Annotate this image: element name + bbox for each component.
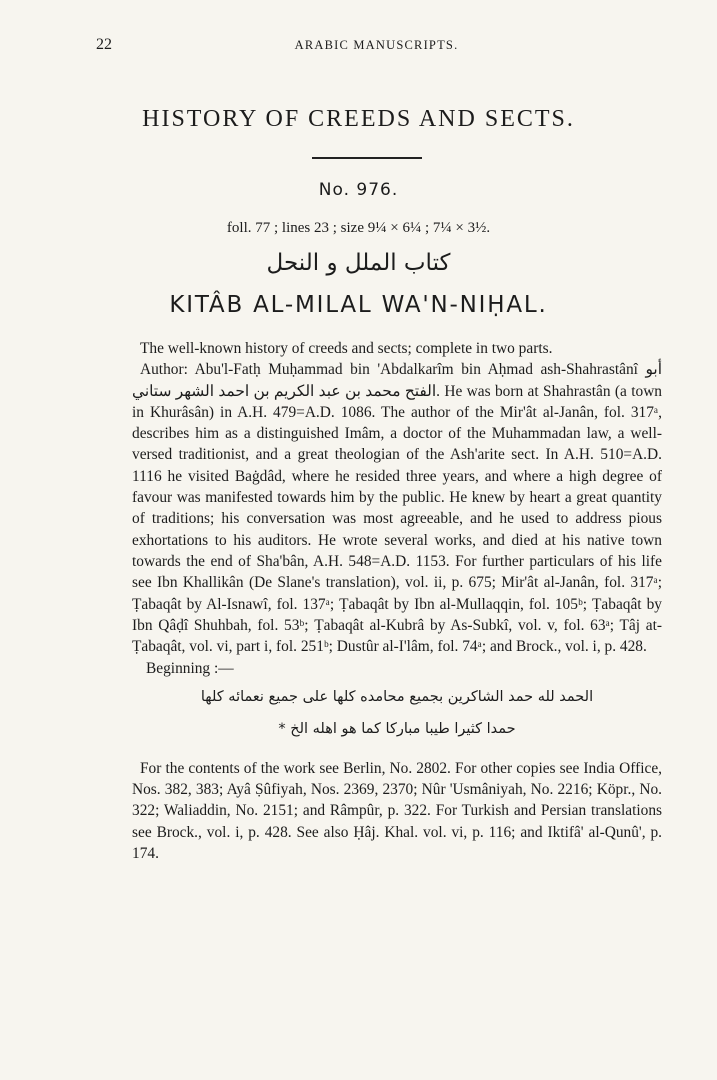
entry-body xyxy=(132,338,662,864)
beginning-arabic-line-1: الحمد لله حمد الشاكرين بجميع محامده كلها على جميع نعمائه كلها xyxy=(200,688,594,705)
copies-paragraph: For the contents of the work see Berlin, No. 2802. For other copies see India Office, Nos. 382, 383; Ayâ Ṣûfiyah, Nos. 2369, 2370; Nûr 'Usmâniyah, No. 2216; Köpr., No. 322; Waliaddin, No. 2151; and Râmpûr, p. 322. For Turkish and Persian translations see Brock., vol. i, p. 428. See also Ḥâj. Khal. vol. vi, p. 116; and Iktifâ' al-Qunû', p. 174. xyxy=(132,759,662,862)
running-title: ARABIC MANUSCRIPTS. xyxy=(294,38,459,52)
collation-line: foll. 77 ; lines 23 ; size 9¼ × 6¼ ; 7¼ × 3½. xyxy=(226,220,491,236)
title-rule xyxy=(312,157,422,159)
beginning-label: Beginning :— xyxy=(146,660,234,678)
description-paragraph: The well-known history of creeds and sects; complete in two parts. xyxy=(140,340,553,357)
arabic-title: كتاب الملل و النحل xyxy=(266,250,451,276)
running-head xyxy=(96,36,657,56)
entry-number: No. 976. xyxy=(318,180,399,200)
latin-title: KITÂB AL-MILAL WA'N-NIḤAL. xyxy=(169,292,548,318)
author-paragraph: Author: Abu'l-Fatḥ Muḥammad bin 'Abdalkarîm bin Aḥmad ash-Shahrastânî أبو الفتح محمد بن عبد الكريم بن احمد الشهر ستاني. He was born at Shahrastân (a town in Khurâsân) in A.H. 479=A.D. 1086. The author of the Mir'ât al-Janân, fol. 317ᵃ, describes him as a distinguished Imâm, a doctor of the Muhammadan law, a well-versed traditionist, and a great theologian of the Ash'arite sect. In A.H. 510=A.D. 1116 he visited Baġdâd, where he resided three years, and where a high degree of favour was manifested towards him by the public. He knew by heart a great quantity of traditions; his conversation was most agreeable, and he used to address pious exhortations to his auditors. He wrote several works, and died at his native town towards the end of Sha'bân, A.H. 548=A.D. 1153. For further particulars of his life see Ibn Khallikân (De Slane's translation), vol. ii, p. 675; Mir'ât al-Janân, fol. 317ᵃ; Ṭabaqât by Al-Isnawî, fol. 137ᵃ; Ṭabaqât by Ibn al-Mullaqqin, fol. 105ᵇ; Ṭabaqât by Ibn Qâḍî Shuhbah, fol. 53ᵇ; Ṭabaqât al-Kubrâ by As-Subkî, vol. v, fol. 63ᵃ; Tâj at-Ṭabaqât, vol. vi, part i, fol. 251ᵇ; Dustûr al-I'lâm, fol. 74ᵃ; and Brock., vol. i, p. 428. xyxy=(132,361,662,656)
page-number: 22 xyxy=(96,36,112,53)
spacer xyxy=(132,748,662,758)
section-title: HISTORY OF CREEDS AND SECTS. xyxy=(142,106,575,132)
beginning-arabic-line-2: حمدا كثيرا طيبا مباركا كما هو اهله الخ * xyxy=(278,720,516,737)
